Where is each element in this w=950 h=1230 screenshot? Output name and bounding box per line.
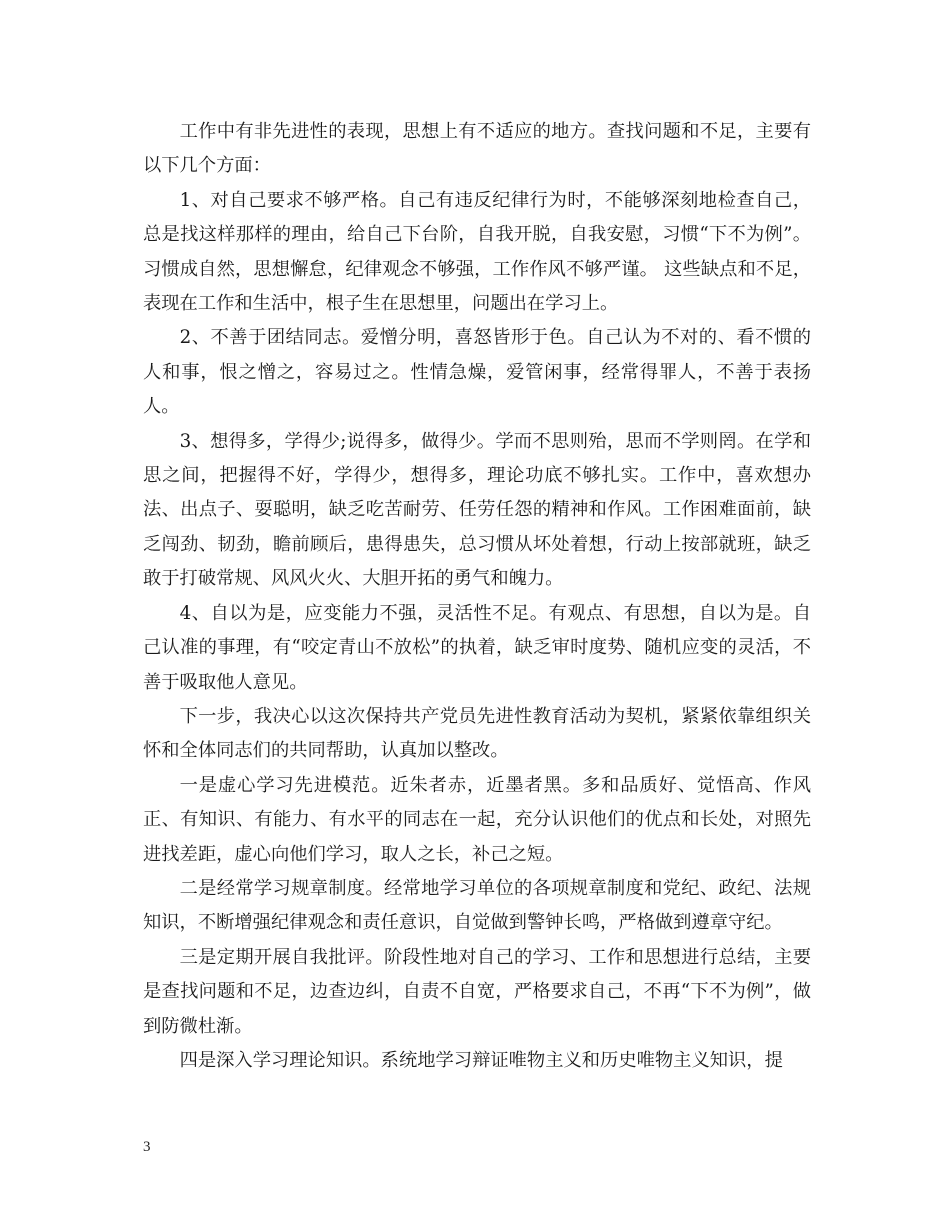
paragraph: 下一步，我决心以这次保持共产党员先进性教育活动为契机，紧紧依靠组织关怀和全体同志们的共同帮助，认真加以整改。	[143, 705, 811, 762]
paragraph: 二是经常学习规章制度。经常地学习单位的各项规章制度和党纪、政纪、法规知识，不断增强纪律观念和责任意识，自觉做到警钟长鸣，严格做到遵章守纪。	[143, 877, 811, 934]
paragraph: 1、对自己要求不够严格。自己有违反纪律行为时，不能够深刻地检查自己，总是找这样那样的理由，给自己下台阶，自我开脱，自我安慰，习惯“下不为例”。习惯成自然，思想懈怠，纪律观念不够强，工作作风不够严谨。 这些缺点和不足，表现在工作和生活中，根子生在思想里，问题出在学习上。	[143, 189, 811, 315]
paragraph: 3、想得多，学得少;说得多，做得少。学而不思则殆，思而不学则罔。在学和思之间，把握得不好，学得少，想得多，理论功底不够扎实。工作中，喜欢想办法、出点子、耍聪明，缺乏吃苦耐劳、任劳任怨的精神和作风。工作困难面前，缺乏闯劲、韧劲，瞻前顾后，患得患失，总习惯从坏处着想，行动上按部就班，缺乏敢于打破常规、风风火火、大胆开拓的勇气和魄力。	[143, 430, 811, 590]
page-number: 3	[143, 1139, 151, 1155]
paragraph: 四是深入学习理论知识。系统地学习辩证唯物主义和历史唯物主义知识，提	[179, 1049, 783, 1071]
paragraph: 三是定期开展自我批评。阶段性地对自己的学习、工作和思想进行总结，主要是查找问题和不足，边查边纠，自责不自宽，严格要求自己，不再“下不为例”，做到防微杜渐。	[143, 946, 811, 1037]
paragraph: 工作中有非先进性的表现，思想上有不适应的地方。查找问题和不足，主要有以下几个方面：	[143, 121, 811, 177]
paragraph: 2、不善于团结同志。爱憎分明，喜怒皆形于色。自己认为不对的、看不惯的人和事，恨之憎之，容易过之。性情急燥，爱管闲事，经常得罪人，不善于表扬人。	[143, 327, 811, 418]
paragraph: 4、自以为是，应变能力不强，灵活性不足。有观点、有思想，自以为是。自己认准的事理，有“咬定青山不放松”的执着，缺乏审时度势、随机应变的灵活，不善于吸取他人意见。	[143, 602, 811, 693]
paragraph: 一是虚心学习先进模范。近朱者赤，近墨者黑。多和品质好、觉悟高、作风正、有知识、有能力、有水平的同志在一起，充分认识他们的优点和长处，对照先进找差距，虚心向他们学习，取人之长，补己之短。	[143, 774, 811, 865]
document-body	[143, 115, 811, 1078]
